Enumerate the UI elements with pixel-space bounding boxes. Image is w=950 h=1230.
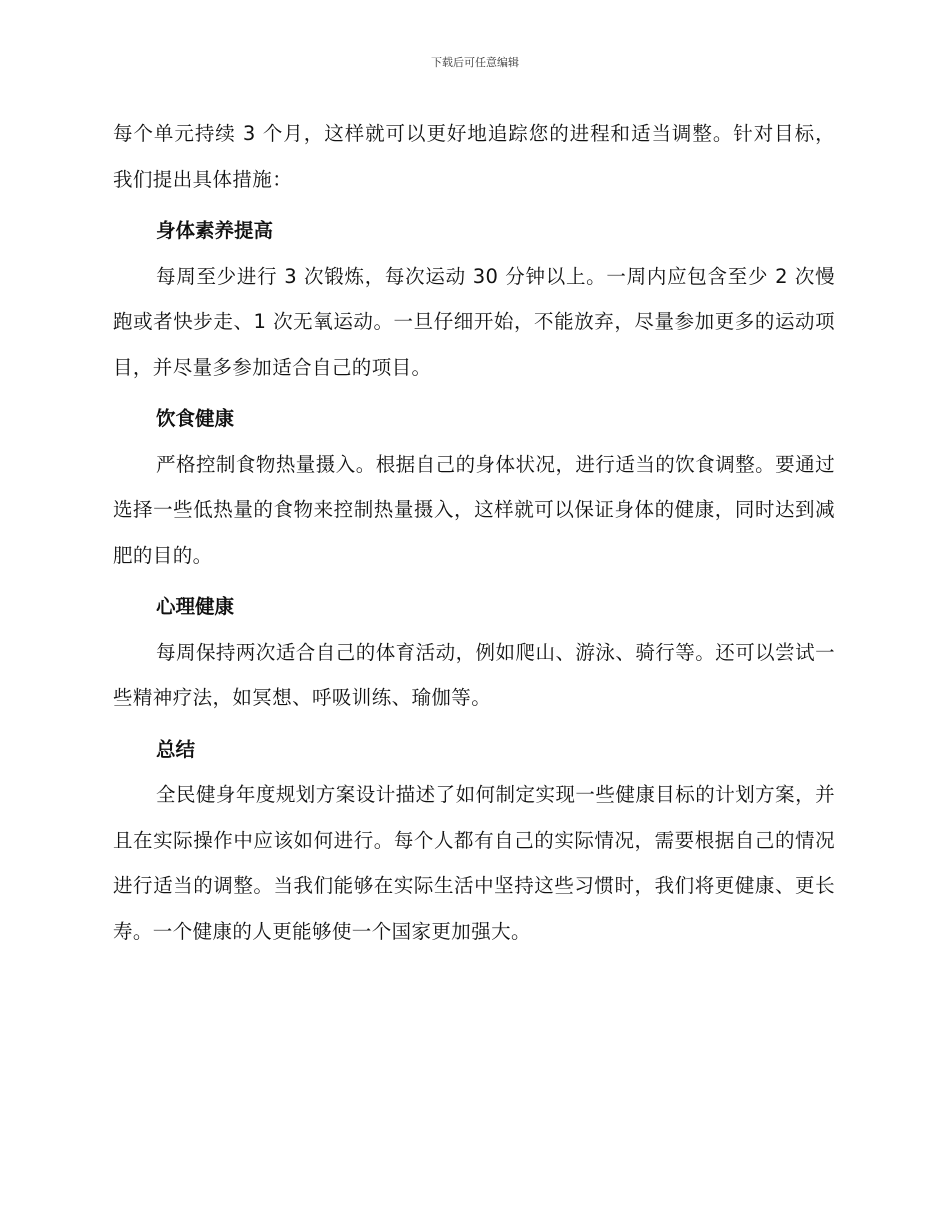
intro-paragraph: 每个单元持续 3 个月，这样就可以更好地追踪您的进程和适当调整。针对目标，我们提出具体措施： <box>113 122 835 191</box>
section-body-fitness: 每周至少进行 3 次锻炼，每次运动 30 分钟以上。一周内应包含至少 2 次慢跑或者快步走、1 次无氧运动。一旦仔细开始，不能放弃，尽量参加更多的运动项目，并尽量多参加适合自己的项目。 <box>113 264 835 379</box>
section-heading-summary: 总结 <box>156 737 196 761</box>
section-body-summary: 全民健身年度规划方案设计描述了如何制定实现一些健康目标的计划方案，并且在实际操作中应该如何进行。每个人都有自己的实际情况，需要根据自己的情况进行适当的调整。当我们能够在实际生活中坚持这些习惯时，我们将更健康、更长寿。一个健康的人更能够使一个国家更加强大。 <box>113 783 835 943</box>
section-body-mental-health: 每周保持两次适合自己的体育活动，例如爬山、游泳、骑行等。还可以尝试一些精神疗法，如冥想、呼吸训练、瑜伽等。 <box>113 640 835 709</box>
document-body <box>113 111 835 954</box>
section-heading-diet: 饮食健康 <box>156 407 235 430</box>
section-heading-fitness: 身体素养提高 <box>156 219 274 242</box>
section-heading-mental-health: 心理健康 <box>156 595 235 618</box>
page-header: 下载后可任意编辑 <box>431 56 519 69</box>
section-body-diet: 严格控制食物热量摄入。根据自己的身体状况，进行适当的饮食调整。要通过选择一些低热量的食物来控制热量摄入，这样就可以保证身体的健康，同时达到减肥的目的。 <box>113 452 835 567</box>
